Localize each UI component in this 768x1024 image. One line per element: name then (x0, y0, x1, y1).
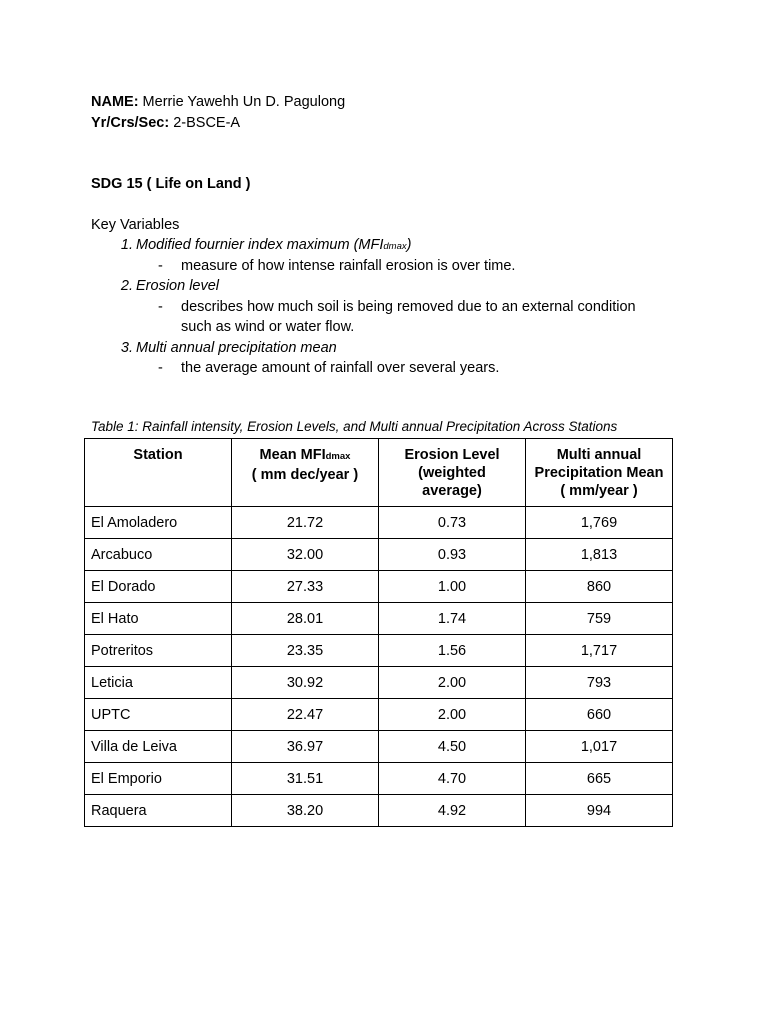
cell-mfi: 31.51 (232, 763, 379, 795)
key-variables-heading: Key Variables (91, 217, 180, 233)
table-row (85, 603, 673, 635)
cell-station: Arcabuco (85, 539, 232, 571)
header-erosion-line-3: average) (422, 483, 482, 499)
table-row (85, 795, 673, 827)
student-section-line (91, 114, 240, 132)
section-value: 2-BSCE-A (169, 115, 241, 131)
table-row (85, 699, 673, 731)
cell-precipitation: 1,769 (526, 507, 673, 539)
cell-mfi: 21.72 (232, 507, 379, 539)
header-mfi-subscript: dmax (325, 451, 351, 462)
variable-2-description-line-1: describes how much soil is being removed due to an external condition (181, 299, 636, 315)
header-mfi-text: Mean MFI (259, 447, 326, 463)
variable-1-label-text: Modified fournier index maximum (MFI (136, 237, 384, 253)
cell-erosion: 4.70 (379, 763, 526, 795)
table-row (85, 667, 673, 699)
cell-mfi: 30.92 (232, 667, 379, 699)
cell-precipitation: 1,813 (526, 539, 673, 571)
variable-3-number: 3. (120, 340, 133, 356)
cell-station: Villa de Leiva (85, 731, 232, 763)
variable-3-label: Multi annual precipitation mean (136, 340, 337, 356)
cell-precipitation: 665 (526, 763, 673, 795)
data-table (84, 438, 673, 827)
cell-erosion: 4.92 (379, 795, 526, 827)
cell-erosion: 2.00 (379, 667, 526, 699)
cell-station: Leticia (85, 667, 232, 699)
cell-precipitation: 759 (526, 603, 673, 635)
table-row (85, 731, 673, 763)
table-row (85, 539, 673, 571)
cell-erosion: 0.93 (379, 539, 526, 571)
header-mfi-unit: ( mm dec/year ) (251, 467, 359, 483)
cell-mfi: 32.00 (232, 539, 379, 571)
cell-erosion: 2.00 (379, 699, 526, 731)
bullet-dash: - (158, 299, 163, 315)
table-caption: Table 1: Rainfall intensity, Erosion Levels, and Multi annual Precipitation Across Stations (91, 419, 618, 434)
cell-erosion: 1.56 (379, 635, 526, 667)
cell-erosion: 0.73 (379, 507, 526, 539)
student-name-line (91, 93, 345, 111)
header-station (85, 439, 232, 507)
table-row (85, 763, 673, 795)
sdg-title: SDG 15 ( Life on Land ) (91, 176, 251, 192)
name-value: Merrie Yawehh Un D. Pagulong (138, 94, 346, 110)
cell-station: UPTC (85, 699, 232, 731)
header-erosion (379, 439, 526, 507)
cell-station: El Amoladero (85, 507, 232, 539)
cell-station: Potreritos (85, 635, 232, 667)
header-erosion-line-1: Erosion Level (404, 447, 500, 463)
cell-mfi: 38.20 (232, 795, 379, 827)
header-precipitation-line-1: Multi annual (556, 447, 642, 463)
bullet-dash: - (158, 258, 163, 274)
cell-mfi: 28.01 (232, 603, 379, 635)
cell-mfi: 36.97 (232, 731, 379, 763)
cell-erosion: 4.50 (379, 731, 526, 763)
cell-precipitation: 994 (526, 795, 673, 827)
cell-precipitation: 1,017 (526, 731, 673, 763)
variable-1-label (136, 236, 411, 256)
table-row (85, 571, 673, 603)
table-row (85, 507, 673, 539)
table-row (85, 635, 673, 667)
cell-station: Raquera (85, 795, 232, 827)
table-header-row (85, 439, 673, 507)
header-station-text: Station (133, 447, 183, 463)
cell-precipitation: 660 (526, 699, 673, 731)
header-precipitation (526, 439, 673, 507)
section-label: Yr/Crs/Sec: (91, 115, 170, 131)
header-precipitation-line-3: ( mm/year ) (560, 483, 638, 499)
cell-precipitation: 793 (526, 667, 673, 699)
cell-mfi: 23.35 (232, 635, 379, 667)
cell-precipitation: 860 (526, 571, 673, 603)
variable-1-description: measure of how intense rainfall erosion is over time. (181, 258, 516, 274)
variable-2-number: 2. (120, 278, 133, 294)
variable-1-label-subscript: dmax (383, 241, 407, 252)
name-label: NAME: (91, 94, 139, 110)
cell-mfi: 22.47 (232, 699, 379, 731)
variable-2-description-line-2: such as wind or water flow. (181, 319, 355, 335)
cell-erosion: 1.00 (379, 571, 526, 603)
variable-2-label: Erosion level (136, 278, 220, 294)
cell-station: El Emporio (85, 763, 232, 795)
header-erosion-line-2: (weighted (418, 465, 486, 481)
cell-station: El Dorado (85, 571, 232, 603)
cell-erosion: 1.74 (379, 603, 526, 635)
cell-precipitation: 1,717 (526, 635, 673, 667)
header-mfi (232, 439, 379, 507)
cell-mfi: 27.33 (232, 571, 379, 603)
variable-1-number: 1. (120, 237, 133, 253)
variable-3-description: the average amount of rainfall over several years. (181, 360, 500, 376)
header-precipitation-line-2: Precipitation Mean (534, 465, 664, 481)
bullet-dash: - (158, 360, 163, 376)
variable-1-label-end: ) (406, 237, 412, 253)
cell-station: El Hato (85, 603, 232, 635)
